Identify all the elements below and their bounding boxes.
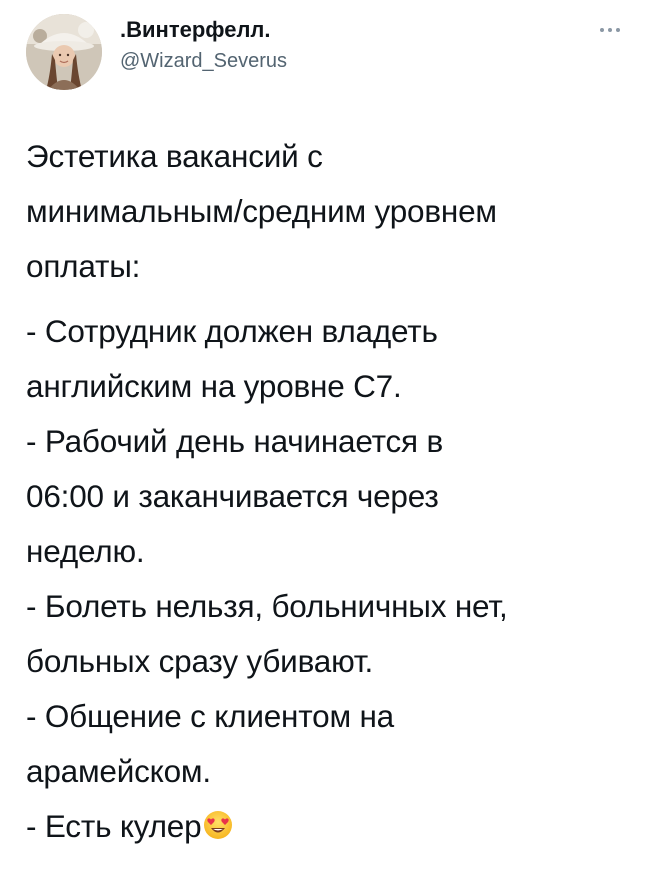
avatar[interactable]	[26, 14, 102, 90]
paragraph-gap	[26, 294, 626, 304]
tweet-line: Эстетика вакансий с	[26, 138, 323, 174]
tweet-line: больных сразу убивают.	[26, 643, 374, 679]
display-name[interactable]: .Винтерфелл.	[120, 17, 271, 42]
tweet-line-last	[26, 799, 626, 854]
dot	[600, 28, 604, 32]
dot	[608, 28, 612, 32]
dot	[616, 28, 620, 32]
tweet-line: минимальным/средним уровнем	[26, 193, 497, 229]
tweet-line: оплаты:	[26, 248, 141, 284]
tweet-text	[26, 129, 626, 854]
tweet-line: английским на уровне С7.	[26, 368, 402, 404]
user-handle[interactable]: @Wizard_Severus	[120, 50, 288, 72]
avatar-photo-icon	[26, 14, 102, 90]
tweet-line: арамейском.	[26, 753, 211, 789]
tweet-line: - Общение с клиентом на	[26, 698, 394, 734]
tweet-line: 06:00 и заканчивается через	[26, 478, 439, 514]
more-options-icon[interactable]	[596, 20, 626, 40]
tweet-header	[26, 14, 626, 90]
tweet-line: - Рабочий день начинается в	[26, 423, 443, 459]
heart-eyes-emoji-icon	[203, 810, 233, 840]
tweet-line: - Болеть нельзя, больничных нет,	[26, 588, 508, 624]
tweet-line-text: - Есть кулер	[26, 808, 202, 844]
tweet-line: - Сотрудник должен владеть	[26, 313, 438, 349]
tweet-line: неделю.	[26, 533, 145, 569]
author-names	[120, 16, 287, 74]
